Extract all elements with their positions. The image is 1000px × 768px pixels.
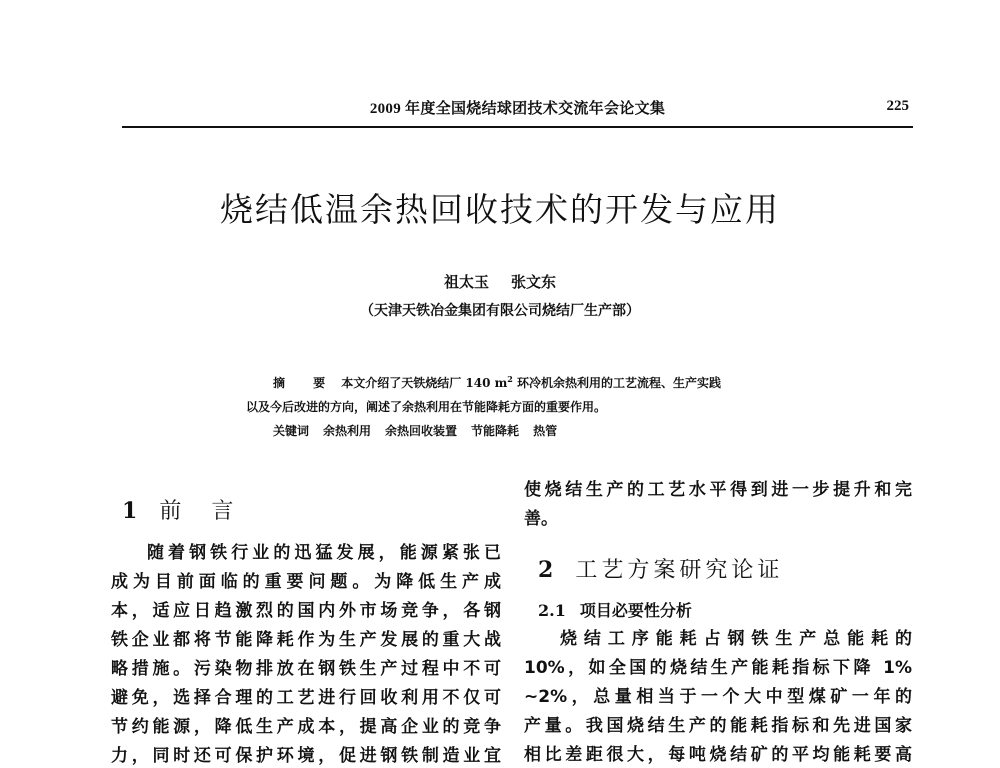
- section-title: 工艺方案研究论证: [575, 558, 784, 583]
- body-line: 节约能源，降低生产成本，提高企业的竞争: [111, 717, 501, 737]
- author-2: 张文东: [511, 273, 557, 291]
- body-line: 随着钢铁行业的迅猛发展，能源紧张已: [147, 543, 501, 563]
- body-line: 使烧结生产的工艺水平得到进一步提升和完: [524, 480, 912, 500]
- body-line: 烧结工序能耗占钢铁生产总能耗的: [560, 629, 912, 649]
- keyword: 热管: [533, 424, 558, 438]
- running-head-title: 2009 年度全国烧结球团技术交流年会论文集: [369, 101, 666, 117]
- keyword: 余热回收装置: [385, 424, 458, 438]
- section-title: 前 言: [159, 499, 238, 524]
- abstract-line-2: 以及今后改进的方向，阐述了余热利用在节能降耗方面的重要作用。: [246, 400, 607, 414]
- body-line: 铁企业都将节能降耗作为生产发展的重大战: [111, 630, 501, 650]
- section-1-heading: [122, 494, 237, 525]
- body-line: 略措施。污染物排放在钢铁生产过程中不可: [111, 659, 501, 679]
- keywords-label: 关键词: [273, 424, 310, 438]
- body-line: 本，适应日趋激烈的国内外市场竞争，各钢: [111, 601, 501, 621]
- body-line: ~2%，总量相当于一个大中型煤矿一年的: [524, 687, 912, 707]
- keywords: [246, 419, 792, 443]
- affiliation: （天津天铁冶金集团有限公司烧结厂生产部）: [360, 303, 640, 319]
- abstract-text: 本文介绍了天铁烧结厂 140 m: [341, 376, 508, 390]
- author-1: 祖太玉: [443, 273, 489, 291]
- subsection-2-1-heading: [538, 598, 692, 621]
- section-number: 2: [538, 557, 554, 583]
- section-2-heading: [538, 553, 783, 584]
- keyword: 余热利用: [323, 424, 372, 438]
- header-rule: [122, 126, 913, 128]
- body-line: 10%，如全国的烧结生产能耗指标下降 1%: [524, 658, 912, 678]
- body-line: 相比差距很大，每吨烧结矿的平均能耗要高: [524, 745, 912, 765]
- abstract-superscript: 2: [507, 374, 513, 384]
- abstract-line-1: [246, 367, 792, 395]
- body-line: 力，同时还可保护环境，促进钢铁制造业宜: [111, 746, 501, 766]
- authors: [0, 271, 1000, 292]
- body-line: 成为目前面临的重要问题。为降低生产成: [111, 572, 501, 592]
- section-number: 1: [122, 498, 138, 524]
- page-number: 225: [886, 98, 909, 114]
- body-line: 产量。我国烧结生产的能耗指标和先进国家: [524, 716, 912, 736]
- article-title: 烧结低温余热回收技术的开发与应用: [220, 190, 780, 229]
- abstract-text-cont: 环冷机余热利用的工艺流程、生产实践: [512, 376, 722, 390]
- abstract: [246, 367, 792, 443]
- abstract-label: 摘 要: [273, 376, 338, 390]
- subsection-title: 项目必要性分析: [579, 601, 692, 620]
- keyword: 节能降耗: [471, 424, 520, 438]
- subsection-number: 2.1: [538, 601, 566, 620]
- running-head: [122, 95, 913, 119]
- body-line: 避免，选择合理的工艺进行回收利用不仅可: [111, 688, 501, 708]
- body-line: 善。: [524, 509, 558, 529]
